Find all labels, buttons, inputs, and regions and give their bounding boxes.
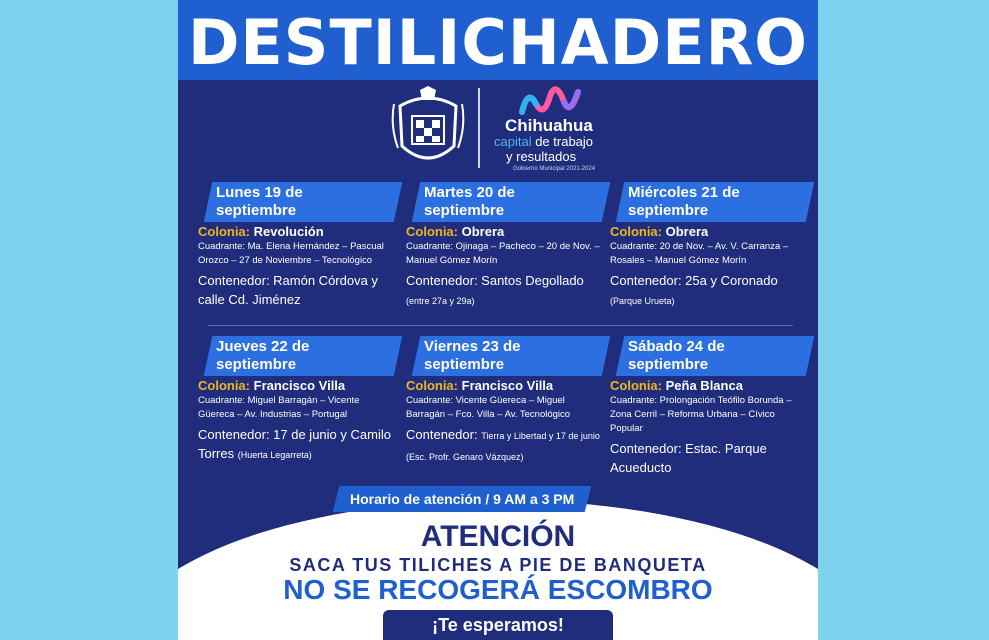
cuadrante-text: Cuadrante: Prolongación Teófilo Borunda – Zona Cerril – Reforma Urbana – Cívico Popular: [610, 395, 792, 434]
colonia-line: Colonia: Francisco Villa: [406, 378, 554, 393]
day-card: [198, 182, 398, 311]
day-date-pill: Viernes 23 de septiembre: [412, 336, 611, 376]
attention-line-1: SACA TUS TILICHES A PIE DE BANQUETA: [289, 555, 707, 575]
cuadrante-text: Cuadrante: 20 de Nov. – Av. V. Carranza – Rosales – Manuel Gómez Morín: [610, 241, 789, 266]
day-date-pill: Jueves 22 de septiembre: [204, 336, 403, 376]
cuadrante-text: Cuadrante: Miguel Barragán – Vicente Güereca – Av. Industrias – Portugal: [198, 395, 360, 420]
colonia-line: Colonia: Francisco Villa: [198, 378, 346, 393]
day-date-pill: Sábado 24 de septiembre: [616, 336, 815, 376]
contenedor-text: Contenedor: 17 de junio y Camilo Torres (Huerta Legarreta): [198, 427, 391, 461]
chihuahua-logo-icon: [518, 84, 582, 116]
day-card: [198, 336, 398, 465]
contenedor-text: Contenedor: Tierra y Libertad y 17 de junio (Esc. Profr. Genaro Vázquez): [406, 427, 600, 462]
brand-tagline-1: capital de trabajo: [494, 134, 594, 149]
day-date-pill: Lunes 19 de septiembre: [204, 182, 403, 222]
municipal-crest-icon: [390, 86, 466, 172]
brand-note: Gobierno Municipal 2021-2024: [513, 166, 596, 172]
colonia-line: Colonia: Obrera: [406, 224, 505, 239]
day-card: [406, 182, 606, 311]
logo-divider: [478, 88, 480, 168]
attention-line-2: NO SE RECOGERÁ ESCOMBRO: [283, 574, 713, 605]
cuadrante-text: Cuadrante: Ojinaga – Pacheco – 20 de Nov. – Manuel Gómez Morín: [406, 241, 600, 266]
contenedor-text: Contenedor: Santos Degollado (entre 27a y 29a): [406, 273, 584, 306]
hours-banner: Horario de atención / 9 AM a 3 PM: [333, 486, 592, 512]
contenedor-text: Contenedor: 25a y Coronado (Parque Urueta): [610, 273, 778, 306]
cuadrante-text: Cuadrante: Vicente Güereca – Miguel Barragán – Fco. Villa – Av. Tecnológico: [406, 395, 571, 420]
day-date-pill: Miércoles 21 de septiembre: [616, 182, 815, 222]
row-divider: [208, 325, 793, 326]
attention-heading: ATENCIÓN: [420, 520, 576, 553]
day-card: [610, 182, 810, 311]
poster-title: DESTILICHADERO: [187, 6, 809, 79]
day-card: [406, 336, 606, 467]
day-date-pill: Martes 20 de septiembre: [412, 182, 611, 222]
wait-banner: ¡Te esperamos!: [383, 610, 613, 640]
colonia-line: Colonia: Revolución: [198, 224, 324, 239]
poster: [178, 0, 818, 640]
cuadrante-text: Cuadrante: Ma. Elena Hernández – Pascual Orozco – 27 de Noviembre – Tecnológico: [198, 241, 384, 266]
contenedor-text: Contenedor: Estac. Parque Acueducto: [610, 441, 767, 475]
contenedor-text: Contenedor: Ramón Córdova y calle Cd. Jiménez: [198, 273, 378, 307]
colonia-line: Colonia: Obrera: [610, 224, 709, 239]
brand-tagline-2: y resultados: [506, 149, 577, 164]
colonia-line: Colonia: Peña Blanca: [610, 378, 743, 393]
brand-name: Chihuahua: [505, 116, 593, 135]
day-card: [610, 336, 810, 477]
